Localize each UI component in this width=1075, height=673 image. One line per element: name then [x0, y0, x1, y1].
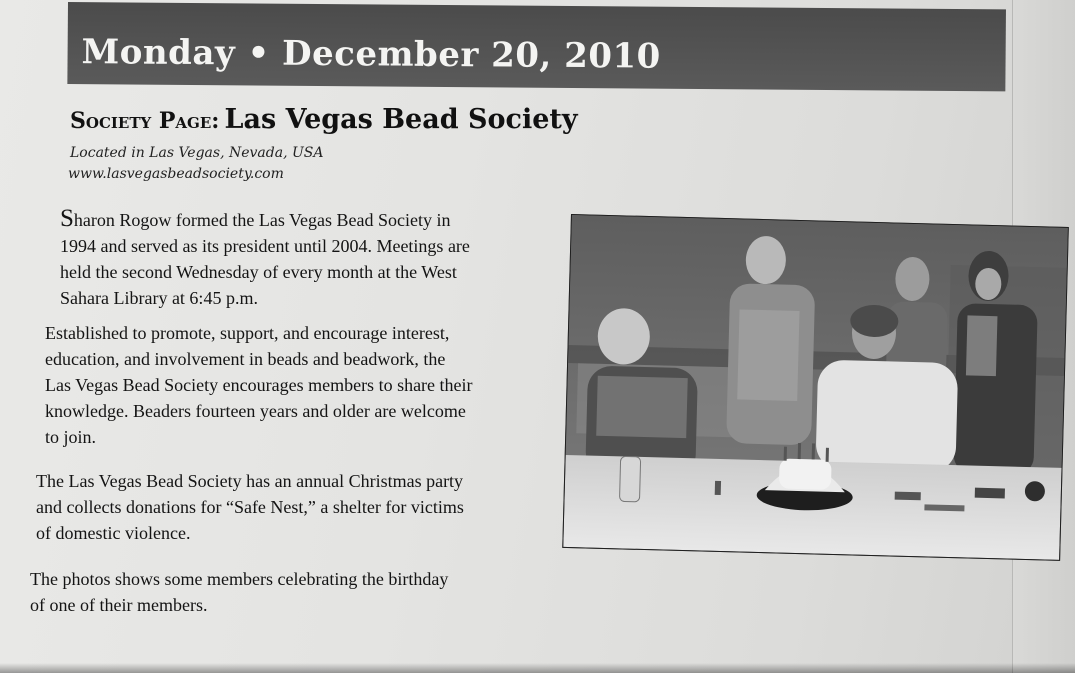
section-heading	[70, 104, 578, 135]
text-line: 1994 and served as its president until 2004. Meetings are	[60, 236, 470, 256]
text-line: The Las Vegas Bead Society has an annual Christmas party	[36, 471, 464, 491]
section-label: Society Page:	[70, 108, 220, 134]
text-line: education, and involvement in beads and beadwork, the	[45, 349, 446, 369]
text-line: to join.	[45, 427, 97, 447]
text-line: The photos shows some members celebrating the birthday	[30, 569, 449, 589]
location-line: Located in Las Vegas, Nevada, USA	[70, 145, 324, 161]
website-line: www.lasvegasbeadsociety.com	[68, 166, 284, 182]
text-line: knowledge. Beaders fourteen years and older are welcome	[45, 401, 466, 421]
text-line: Established to promote, support, and encourage interest,	[45, 323, 450, 343]
paragraph-photo-caption	[30, 566, 448, 618]
paragraph-mission	[45, 320, 473, 450]
text-line: of domestic violence.	[36, 523, 191, 543]
text-line: Sharon Rogow formed the Las Vegas Bead Society in	[60, 205, 451, 232]
drop-cap: S	[60, 205, 74, 232]
text-line: of one of their members.	[30, 595, 208, 615]
society-title: Las Vegas Bead Society	[224, 104, 578, 135]
birthday-photo	[562, 214, 1069, 561]
page-bottom-shadow	[0, 663, 1075, 673]
paragraph-history	[60, 206, 470, 311]
text-line: Las Vegas Bead Society encourages members to share their	[45, 375, 473, 395]
birthday-photo-illustration	[563, 215, 1068, 560]
text-line: Sahara Library at 6:45 p.m.	[60, 288, 258, 308]
date-heading: Monday • December 20, 2010	[81, 32, 661, 77]
paragraph-charity	[36, 468, 464, 546]
date-banner	[67, 2, 1006, 91]
text-line: and collects donations for “Safe Nest,” a shelter for victims	[36, 497, 464, 517]
text-line: held the second Wednesday of every month at the West	[60, 262, 457, 282]
